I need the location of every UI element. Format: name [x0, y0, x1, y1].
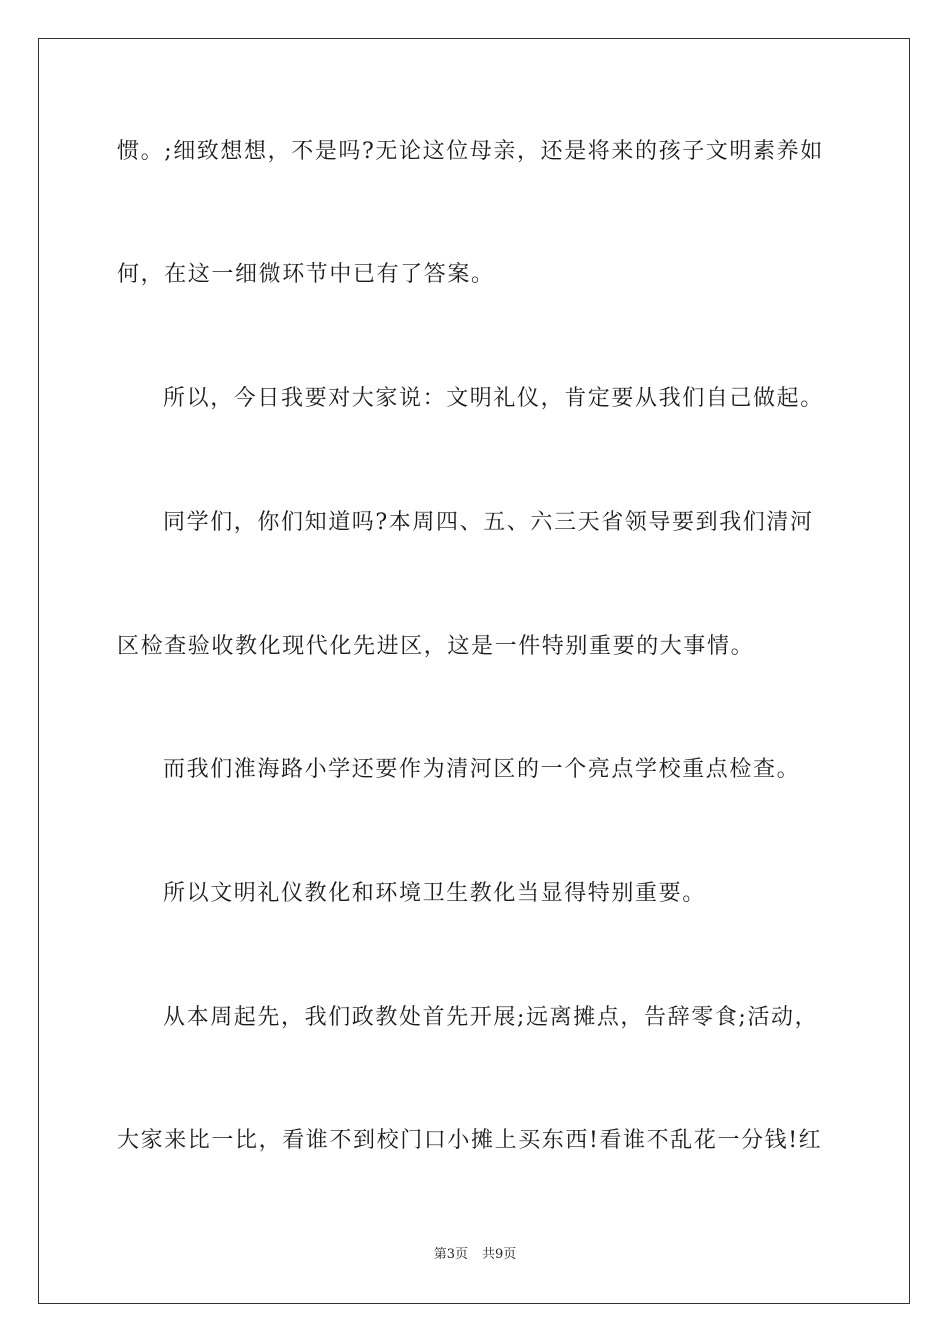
- page-number-total: 共9页: [482, 1247, 517, 1262]
- page-number-current: 第3页: [433, 1247, 468, 1262]
- body-text-line: 惯。;细致想想，不是吗?无论这位母亲，还是将来的孩子文明素养如: [117, 139, 824, 164]
- body-paragraph-line: 而我们淮海路小学还要作为清河区的一个亮点学校重点检查。: [163, 757, 801, 782]
- body-text-line: 何，在这一细微环节中已有了答案。: [117, 262, 495, 287]
- page-border: [38, 38, 910, 1304]
- body-text-line: 区检查验收教化现代化先进区，这是一件特别重要的大事情。: [117, 634, 755, 659]
- body-text-line: 大家来比一比，看谁不到校门口小摊上买东西!看谁不乱花一分钱!红: [117, 1128, 823, 1153]
- page-footer: [0, 1247, 950, 1263]
- body-paragraph-line: 同学们，你们知道吗?本周四、五、六三天省领导要到我们清河: [163, 510, 814, 535]
- body-paragraph-line: 从本周起先，我们政教处首先开展;远离摊点，告辞零食;活动，: [163, 1005, 819, 1030]
- body-paragraph-line: 所以，今日我要对大家说：文明礼仪，肯定要从我们自己做起。: [163, 386, 824, 411]
- body-paragraph-line: 所以文明礼仪教化和环境卫生教化当显得特别重要。: [163, 881, 706, 906]
